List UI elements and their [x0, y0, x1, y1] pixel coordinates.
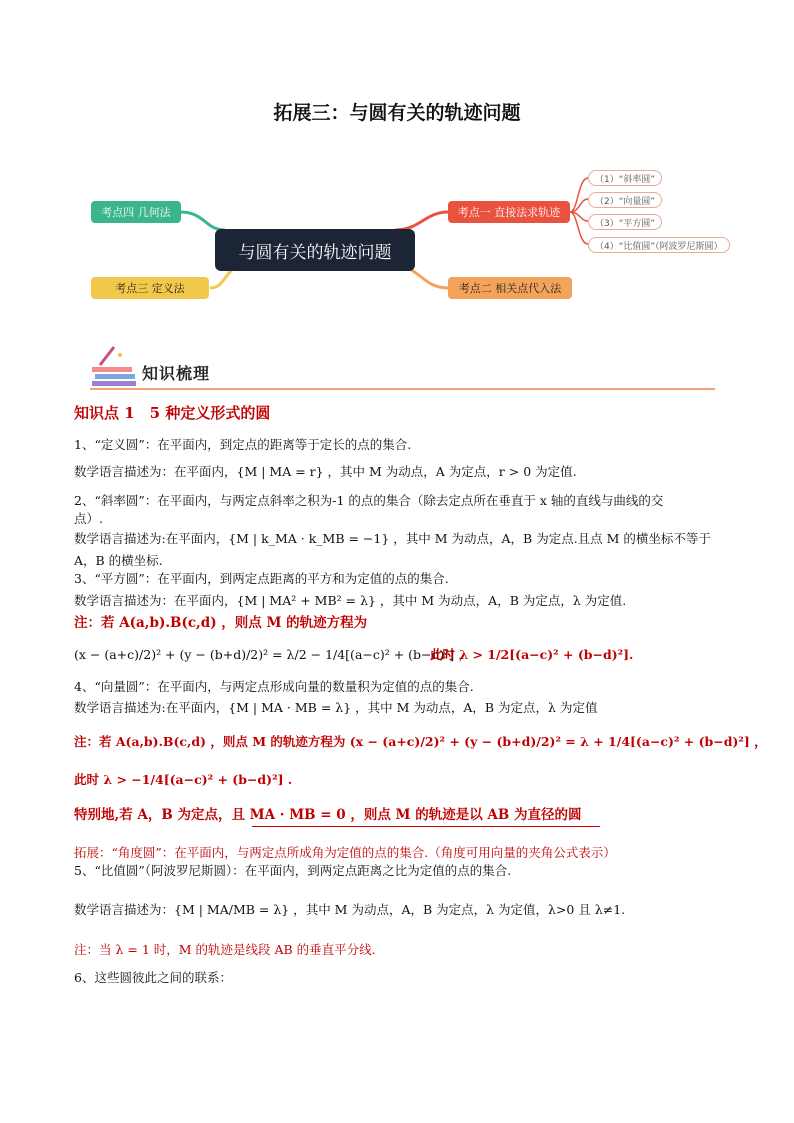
- page-title: 拓展三：与圆有关的轨迹问题: [273, 102, 521, 124]
- mindmap-node-direct: 考点一 直接法求轨迹: [448, 201, 570, 223]
- text-line: 6、这些圆彼此之间的联系：: [74, 970, 232, 985]
- text-line: 数学语言描述为：在平面内，{M | MA = r} ，其中 M 为动点，A 为定点，r > 0 为定值.: [74, 464, 577, 479]
- note-line: 此时 λ > −1/4[(a−c)² + (b−d)²] .: [74, 772, 293, 787]
- banner-icon: [90, 345, 140, 387]
- text-line: 数学语言描述为:在平面内，{M | MA · MB = λ} ，其中 M 为动点，A，B 为定点，λ 为定值: [74, 700, 598, 715]
- text-line: 3、“平方圆”：在平面内，到两定点距离的平方和为定值的点的集合.: [74, 571, 449, 586]
- mindmap-center: 与圆有关的轨迹问题: [215, 229, 415, 271]
- mindmap-leaf-vector: （2）“向量圆”: [588, 192, 662, 208]
- mindmap-node-substitution: 考点二 相关点代入法: [448, 277, 572, 299]
- mindmap-node-definition: 考点三 定义法: [91, 277, 209, 299]
- text-line: 4、“向量圆”：在平面内，与两定点形成向量的数量积为定值的点的集合.: [74, 679, 474, 694]
- mindmap-leaf-ratio: （4）“比值圆”（阿波罗尼斯圆）: [588, 237, 730, 253]
- section-heading: 知识点 1 5 种定义形式的圆: [74, 404, 271, 422]
- formula-line-condition: 此时 λ > 1/2[(a−c)² + (b−d)²].: [430, 647, 634, 662]
- mindmap-leaf-square: （3）“平方圆”: [588, 214, 662, 230]
- text-line: 数学语言描述为：{M | MA/MB = λ} ，其中 M 为动点，A，B 为定点，λ 为定值，λ>0 且 λ≠1.: [74, 902, 626, 917]
- note-line: 注：若 A(a,b).B(c,d) ，则点 M 的轨迹方程为 (x − (a+c)/2)² + (y − (b+d)/2)² = λ + 1/4[(a−c)² + (b−d)²] ，: [74, 734, 767, 749]
- formula-line: (x − (a+c)/2)² + (y − (b+d)/2)² = λ/2 − 1/4[(a−c)² + (b−d)²] ，: [74, 647, 471, 662]
- text-line: 数学语言描述为:在平面内，{M | k_MA · k_MB = −1} ，其中 M 为动点，A，B 为定点.且点 M 的横坐标不等于: [74, 531, 711, 546]
- text-line: 5、“比值圆”（阿波罗尼斯圆）：在平面内，到两定点距离之比为定值的点的集合.: [74, 863, 512, 878]
- text-line: 1、“定义圆”：在平面内，到定点的距离等于定长的点的集合.: [74, 437, 412, 452]
- special-underline: [252, 826, 600, 827]
- text-line: 2、“斜率圆”：在平面内，与两定点斜率之积为-1 的点的集合（除去定点所在垂直于 x 轴的直线与曲线的交: [74, 493, 664, 508]
- text-line: 数学语言描述为：在平面内，{M | MA² + MB² = λ} ，其中 M 为动点，A，B 为定点，λ 为定值.: [74, 593, 627, 608]
- text-line: 点）.: [74, 511, 103, 526]
- banner-divider: [90, 388, 715, 390]
- mindmap-node-geometry: 考点四 几何法: [91, 201, 181, 223]
- extension-line: 拓展：“角度圆”：在平面内，与两定点所成角为定值的点的集合.（角度可用向量的夹角公式表示）: [74, 845, 616, 860]
- special-line: 特别地,若 A，B 为定点，且 MA · MB = 0 ，则点 M 的轨迹是以 AB 为直径的圆: [74, 807, 582, 823]
- note-line: 注：当 λ = 1 时，M 的轨迹是线段 AB 的垂直平分线.: [74, 942, 376, 957]
- text-line: A，B 的横坐标.: [74, 553, 163, 568]
- note-line: 注：若 A(a,b).B(c,d) ，则点 M 的轨迹方程为: [74, 615, 368, 631]
- mindmap-leaf-slope: （1）“斜率圆”: [588, 170, 662, 186]
- banner-title: 知识梳理: [142, 364, 211, 383]
